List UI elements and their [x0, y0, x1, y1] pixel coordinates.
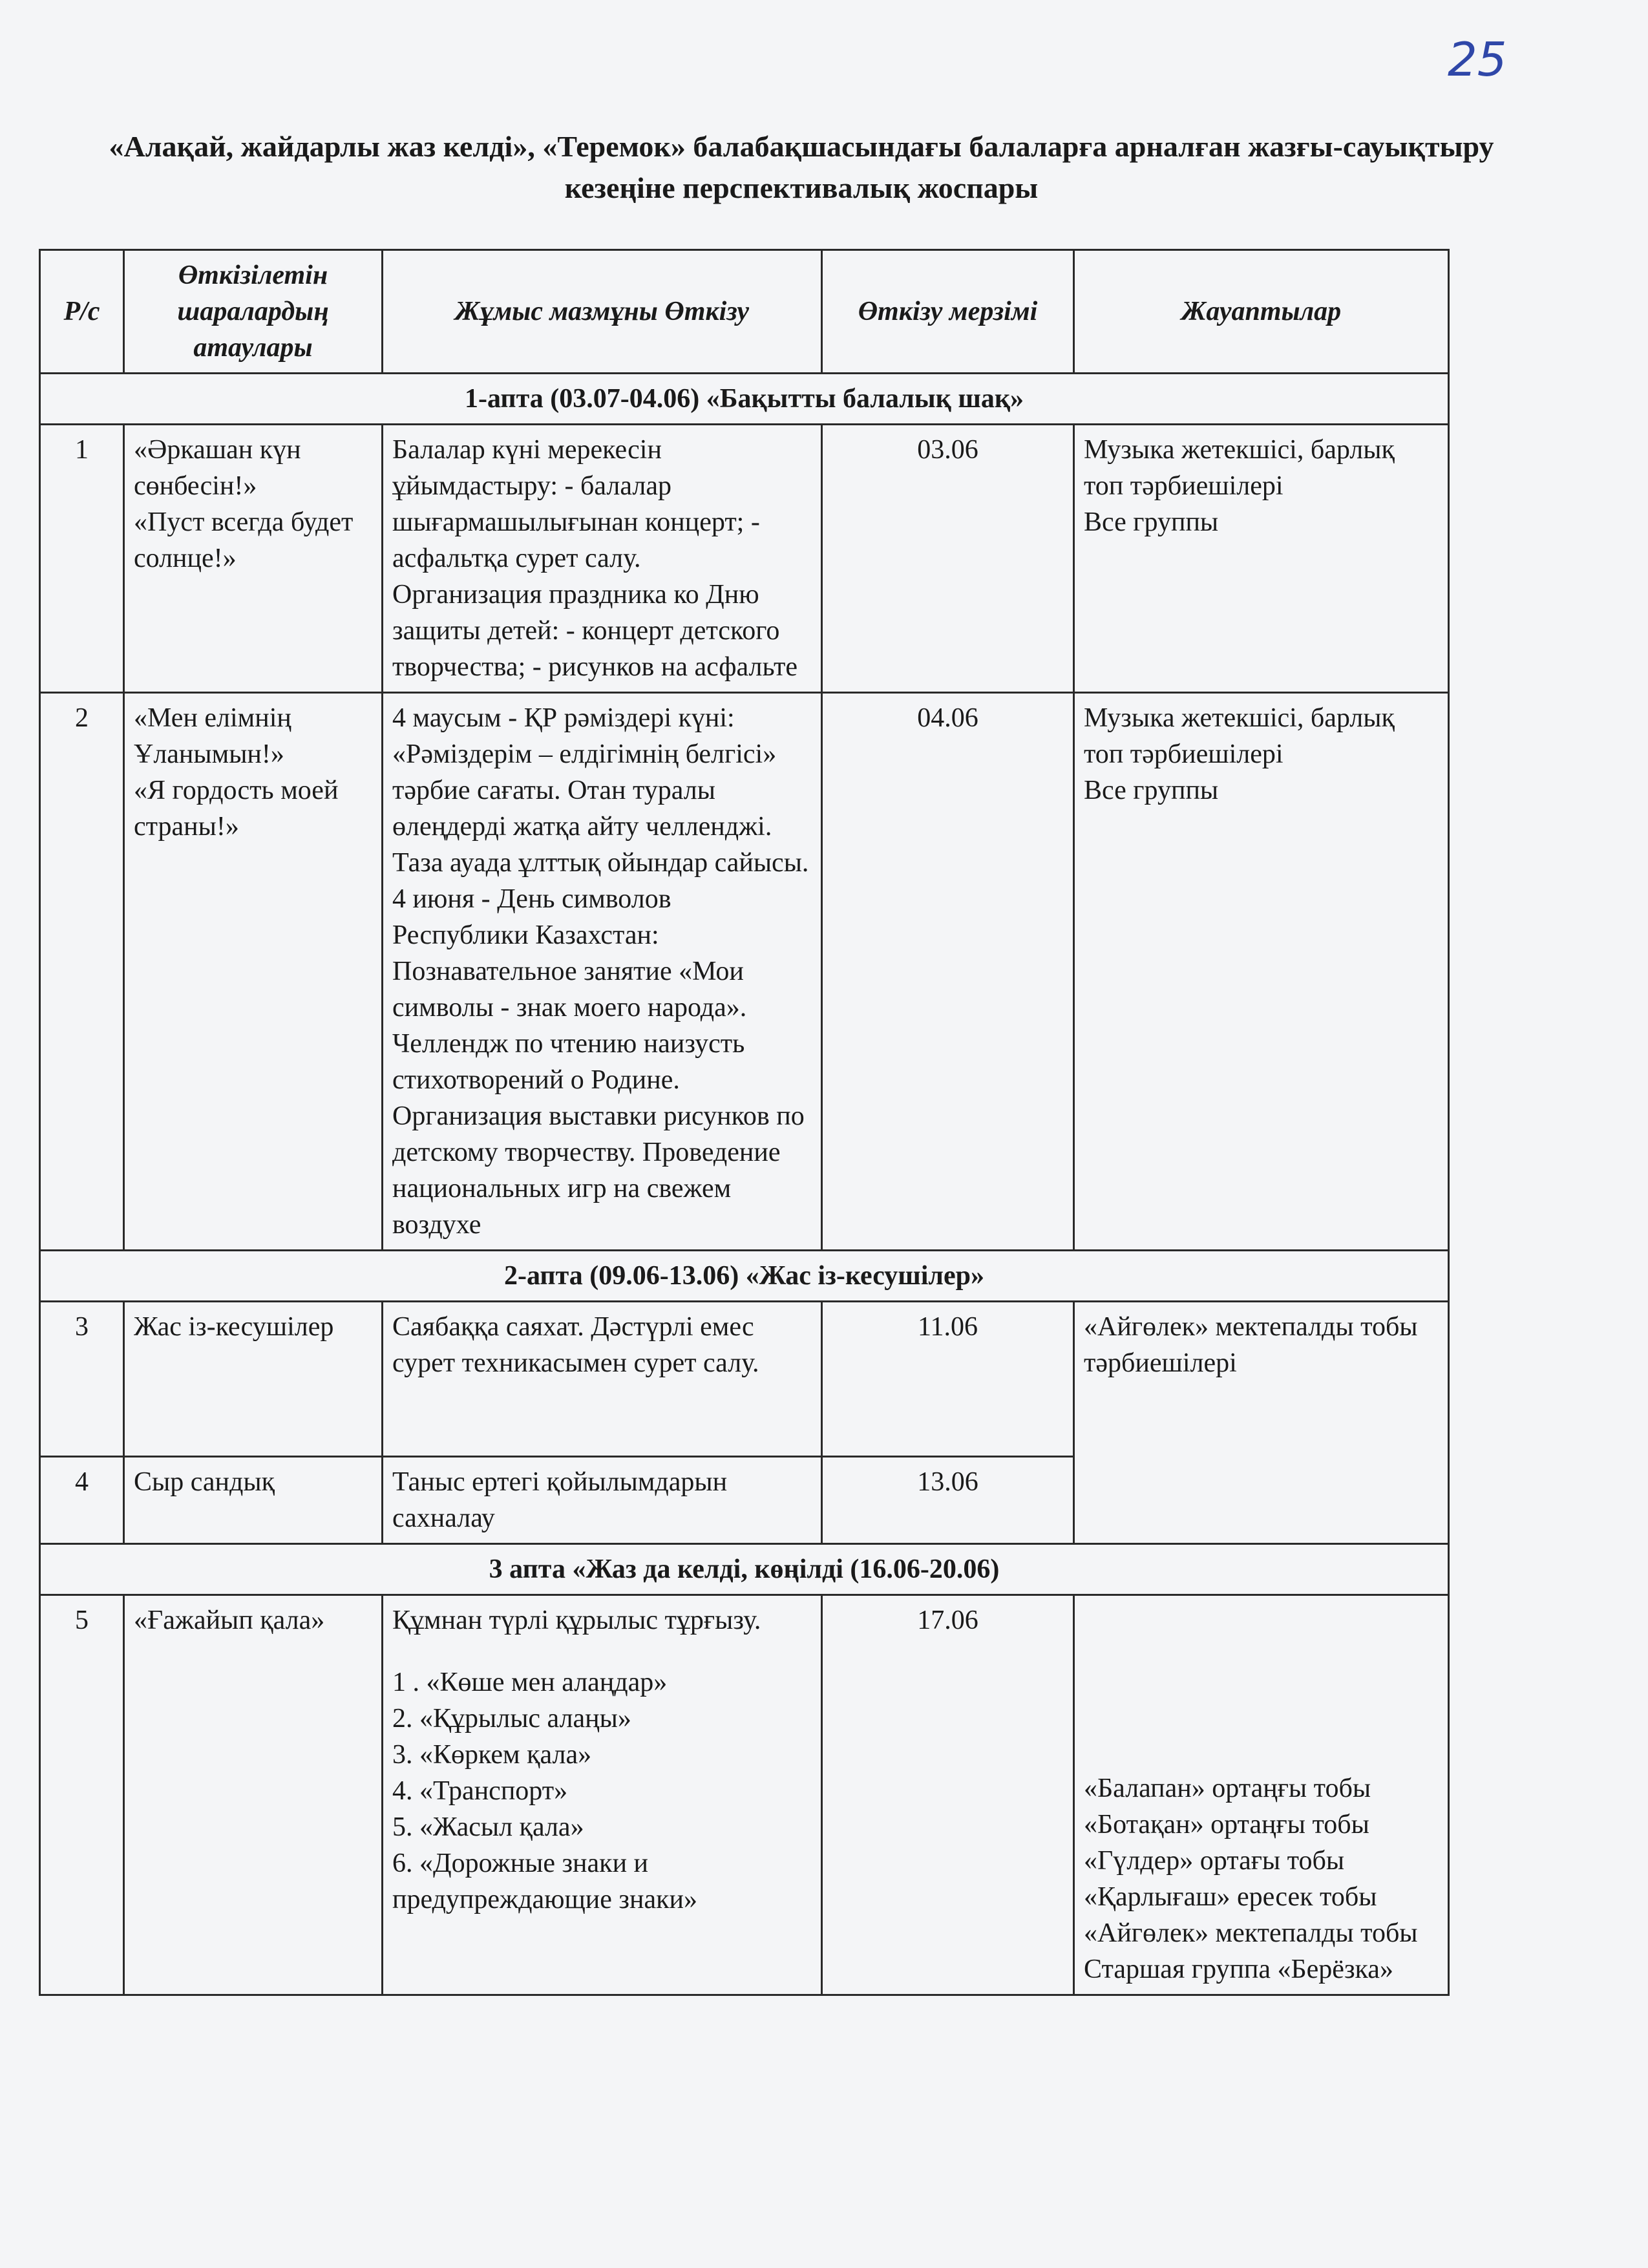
content-cell: Саябаққа саяхат. Дәстүрлі емес сурет техникасымен сурет салу.: [383, 1302, 822, 1457]
responsible-cell: [1074, 1595, 1449, 1995]
content-cell: [383, 693, 822, 1251]
section-row: [40, 1251, 1449, 1302]
row-number: 4: [40, 1457, 124, 1544]
table-row: [40, 425, 1449, 693]
responsible-group: Старшая группа «Берёзка»: [1084, 1955, 1393, 1984]
page-title: «Алақай, жайдарлы жаз келді», «Теремок» балабақшасындағы балаларға арналған жазғы-сауықтыру кезеңіне перспективалық жоспары: [109, 130, 1494, 204]
header-responsible: Жауаптылар: [1074, 250, 1449, 374]
header-date: Өткізу мерзімі: [822, 250, 1074, 374]
responsible-list: [1084, 1602, 1439, 1987]
content-cell: [383, 1595, 822, 1995]
table-row: [40, 1302, 1449, 1457]
row-number: 3: [40, 1302, 124, 1457]
responsible-ru: Все группы: [1084, 507, 1219, 537]
section-heading: 3 апта «Жаз да келді, көңілді (16.06-20.06): [40, 1544, 1449, 1595]
list-item: 3. «Көркем қала»: [392, 1740, 592, 1770]
responsible-group: «Гүлдер» ортағы тобы: [1084, 1846, 1345, 1876]
responsible-group: «Айгөлек» мектепалды тобы: [1084, 1918, 1418, 1948]
date-cell: 11.06: [822, 1302, 1074, 1457]
responsible-ru: Все группы: [1084, 776, 1219, 805]
plan-table: [39, 249, 1450, 1996]
event-name-ru: «Пуст всегда будет солнце!»: [134, 507, 354, 573]
content-cell: Таныс ертегі қойылымдарын сахналау: [383, 1457, 822, 1544]
responsible-cell: [1074, 425, 1449, 693]
event-cell: [124, 425, 383, 693]
list-item: 1 . «Көше мен алаңдар»: [392, 1668, 668, 1697]
event-cell: «Ғажайып қала»: [124, 1595, 383, 1995]
row-number: 2: [40, 693, 124, 1251]
responsible-group: «Қарлығаш» ересек тобы: [1084, 1882, 1377, 1912]
content-kz: Балалар күні мерекесін ұйымдастыру: - балалар шығармашылығынан концерт; - асфальтқа сурет салу.: [392, 435, 760, 573]
header-content: Жұмыс мазмұны Өткізу: [383, 250, 822, 374]
content-ru: 4 июня - День символов Республики Казахстан: Познавательное занятие «Мои символы - знак моего народа». Челлендж по чтению наизусть стихотворений о Родине. Организация выставки рисунков по детскому творчеству. Проведение национальных игр на свежем воздухе: [392, 884, 805, 1240]
section-heading: 2-апта (09.06-13.06) «Жас із-кесушілер»: [40, 1251, 1449, 1302]
content-kz: 4 маусым - ҚР рәміздері күні: «Рәміздерім – елдігімнің белгісі» тәрбие сағаты. Отан туралы өлеңдерді жатқа айту челленджі. Таза ауада ұлттық ойындар сайысы.: [392, 703, 809, 878]
section-heading: 1-апта (03.07-04.06) «Бақытты балалық шақ»: [40, 374, 1449, 425]
event-name-kz: «Әркашан күн сөнбесін!»: [134, 435, 301, 501]
event-cell: Сыр сандық: [124, 1457, 383, 1544]
date-cell: 04.06: [822, 693, 1074, 1251]
list-item: 5. «Жасыл қала»: [392, 1812, 584, 1842]
header-num: Р/с: [40, 250, 124, 374]
event-name-kz: «Мен елімнің Ұланымын!»: [134, 703, 291, 769]
responsible-cell: «Айгөлек» мектепалды тобы тәрбиешілері: [1074, 1302, 1449, 1544]
date-cell: 03.06: [822, 425, 1074, 693]
content-cell: [383, 425, 822, 693]
date-cell: 17.06: [822, 1595, 1074, 1995]
header-event: Өткізілетін шаралардың атаулары: [124, 250, 383, 374]
section-row: [40, 1544, 1449, 1595]
spacer: [392, 1638, 812, 1664]
table-row: [40, 693, 1449, 1251]
row-number: 5: [40, 1595, 124, 1995]
responsible-group: «Ботақан» ортаңғы тобы: [1084, 1810, 1369, 1839]
list-item: 6. «Дорожные знаки и предупреждающие знаки»: [392, 1849, 698, 1914]
page-number: 25: [1448, 32, 1507, 87]
section-row: [40, 374, 1449, 425]
event-cell: Жас із-кесушілер: [124, 1302, 383, 1457]
content-intro: Құмнан түрлі құрылыс тұрғызу.: [392, 1606, 761, 1635]
list-item: 4. «Транспорт»: [392, 1776, 568, 1806]
content-ru: Организация праздника ко Дню защиты детей: - концерт детского творчества; - рисунков на асфальте: [392, 580, 798, 682]
row-number: 1: [40, 425, 124, 693]
responsible-cell: [1074, 693, 1449, 1251]
list-item: 2. «Құрылыс алаңы»: [392, 1704, 631, 1733]
date-cell: 13.06: [822, 1457, 1074, 1544]
responsible-group: «Балапан» ортаңғы тобы: [1084, 1774, 1371, 1803]
table-row: [40, 1595, 1449, 1995]
event-name-ru: «Я гордость моей страны!»: [134, 776, 339, 842]
header-row: [40, 250, 1449, 374]
event-cell: [124, 693, 383, 1251]
responsible-kz: Музыка жетекшісі, барлық топ тәрбиешілері: [1084, 703, 1395, 769]
responsible-kz: Музыка жетекшісі, барлық топ тәрбиешілері: [1084, 435, 1395, 501]
